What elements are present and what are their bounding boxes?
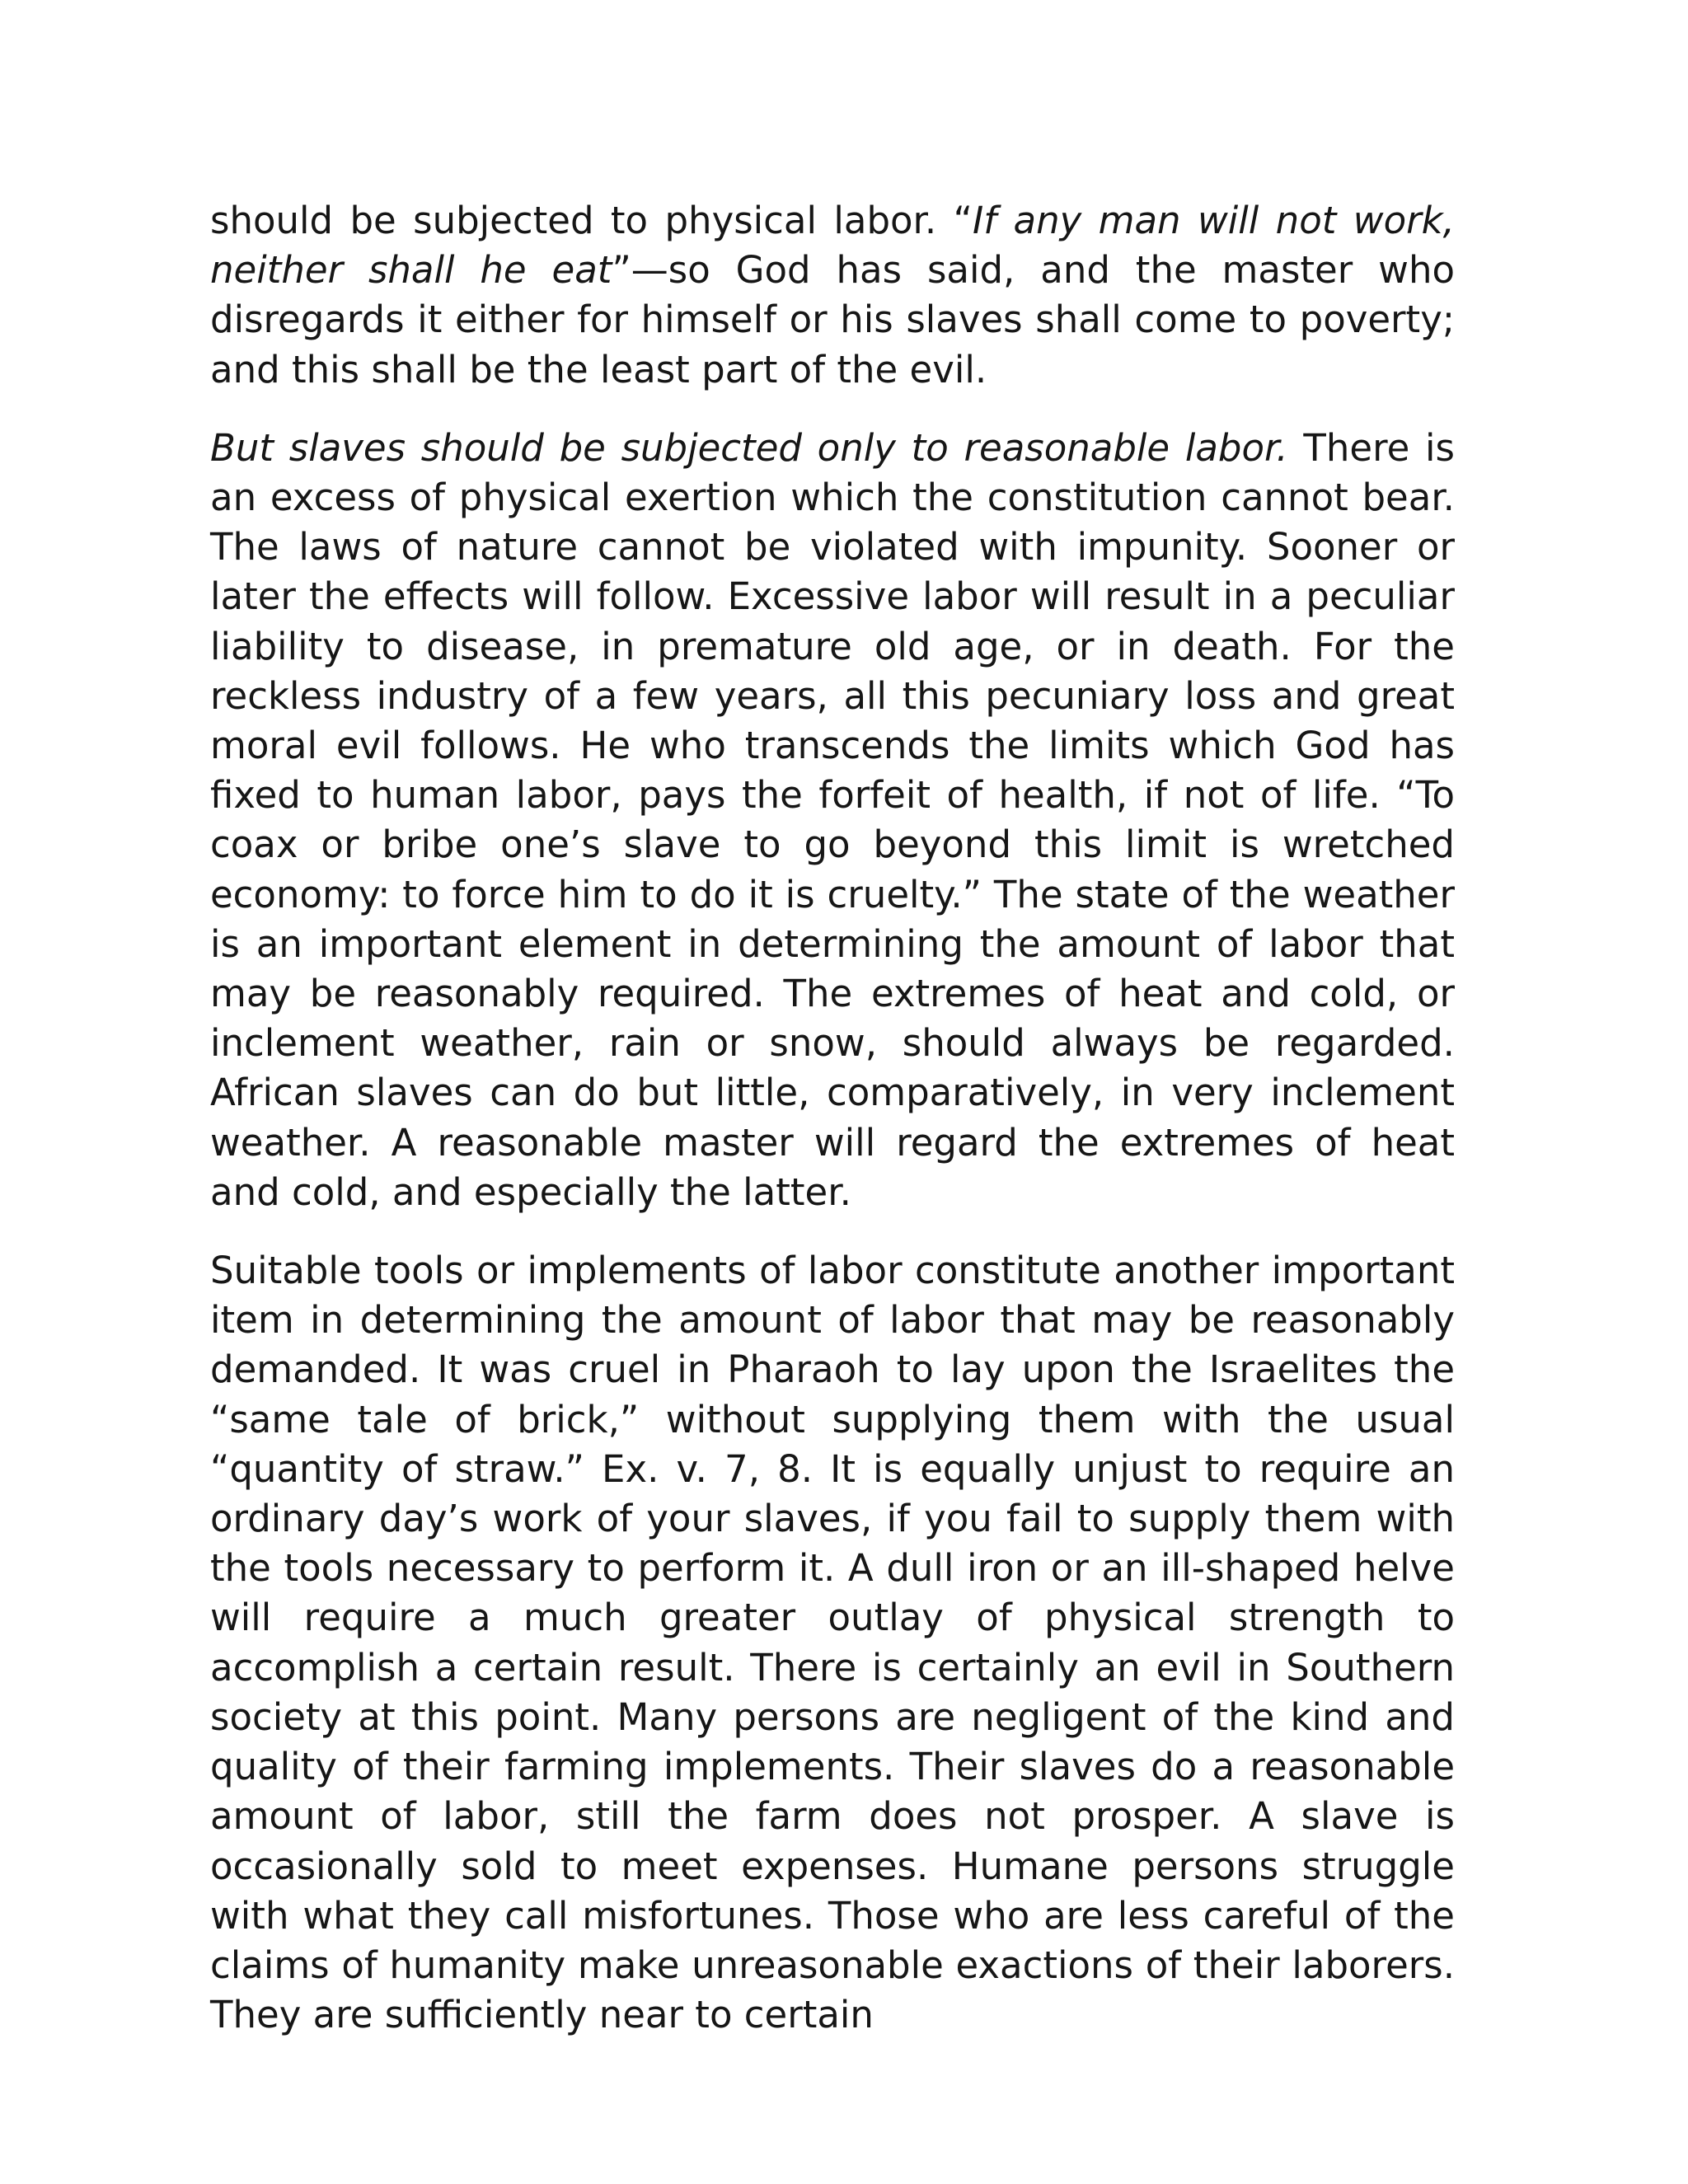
paragraph-1-quote: If any man will not work, neither shall he eat [210, 199, 1455, 293]
paragraph-2-lead: But slaves should be subjected only to reasonable labor. [210, 425, 1288, 470]
paragraph-2-text: There is an excess of physical exertion which the constitution cannot bear. The laws of nature cannot be violated with impunity. Sooner or later the effects will follow. Excessive labor will result in a peculiar liability to disease, in premature old age, or in death. For the reckless industry of a few years, all this pecuniary loss and great moral evil follows. He who transcends the limits which God has fixed to human labor, pays the forfeit of health, if not of life. “To coax or bribe one’s slave to go beyond this limit is wretched economy: to force him to do it is cruelty.” The state of the weather is an important element in determining the amount of labor that may be reasonably required. The extremes of heat and cold, or inclement weather, rain or snow, should always be regarded. African slaves can do but little, comparatively, in very inclement weather. A reasonable master will regard the extremes of heat and cold, and especially the latter. [210, 425, 1455, 1214]
document-page [210, 196, 1455, 2069]
paragraph-2 [210, 424, 1455, 1217]
paragraph-3 [210, 1246, 1455, 2040]
paragraph-3-text: Suitable tools or implements of labor constitute another important item in determining the amount of labor that may be reasonably demanded. It was cruel in Pharaoh to lay upon the Israelites the “same tale of brick,” without supplying them with the usual “quantity of straw.” Ex. v. 7, 8. It is equally unjust to require an ordinary day’s work of your slaves, if you fail to supply them with the tools necessary to perform it. A dull iron or an ill-shaped helve will require a much greater outlay of physical strength to accomplish a certain result. There is certainly an evil in Southern society at this point. Many persons are negligent of the kind and quality of their farming implements. Their slaves do a reasonable amount of labor, still the farm does not prosper. A slave is occasionally sold to meet expenses. Humane persons struggle with what they call misfortunes. Those who are less careful of the claims of humanity make unreasonable exactions of their laborers. They are sufficiently near to certain [210, 1249, 1455, 2037]
paragraph-1-text: should be subjected to physical labor. “ [210, 199, 973, 242]
paragraph-1 [210, 196, 1455, 395]
paragraph-1-text-end: ”—so God has said, and the master who disregards it either for himself or his slaves shall come to poverty; and this shall be the least part of the evil. [210, 248, 1455, 391]
